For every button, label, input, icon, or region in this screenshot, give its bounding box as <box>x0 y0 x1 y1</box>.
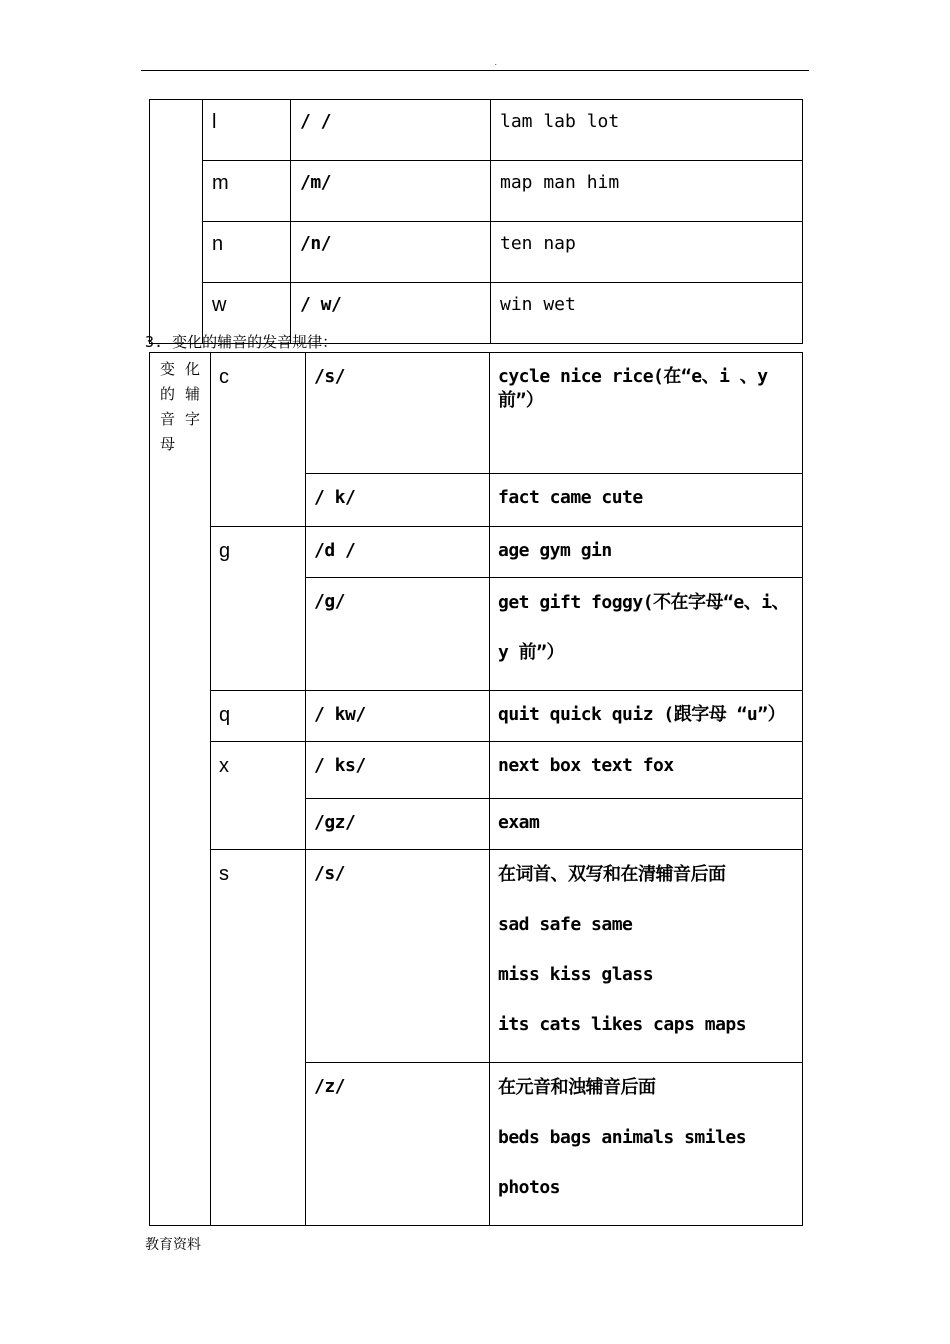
letter-cell-q: q <box>211 691 306 742</box>
letter-cell: m <box>203 161 291 222</box>
examples-cell: map man him <box>491 161 803 222</box>
phonetic-cell: / ks/ <box>306 742 490 799</box>
phonetic-cell: /z/ <box>306 1063 490 1226</box>
section-caption: 3. 变化的辅音的发音规律： <box>145 333 338 351</box>
examples-line: its cats likes caps maps <box>498 1014 747 1035</box>
header-dot: . <box>494 60 498 67</box>
examples-line: 在元音和浊辅音后面 <box>498 1077 656 1098</box>
letter-cell-c: c <box>211 353 306 527</box>
category-cell-empty <box>150 100 203 344</box>
examples-line: miss kiss glass <box>498 964 654 985</box>
letter-cell-g: g <box>211 527 306 691</box>
examples-cell: cycle nice rice(在“e、i 、y 前”） <box>490 353 803 474</box>
phonetic-cell: /n/ <box>291 222 491 283</box>
phonetic-cell: /g/ <box>306 578 490 691</box>
letter-cell: l <box>203 100 291 161</box>
table-row <box>150 850 803 1063</box>
letter-cell-s: s <box>211 850 306 1226</box>
examples-cell <box>490 578 803 691</box>
phonetic-cell: / w/ <box>291 283 491 344</box>
examples-cell <box>490 1063 803 1226</box>
examples-line: get gift foggy(不在字母“e、i、 <box>498 592 790 613</box>
header-rule <box>141 70 809 71</box>
examples-cell: ten nap <box>491 222 803 283</box>
phonetic-cell: /s/ <box>306 850 490 1063</box>
examples-line: sad safe same <box>498 914 633 935</box>
category-cell: 变化的辅音字母 <box>150 353 211 1226</box>
examples-cell: lam lab lot <box>491 100 803 161</box>
examples-cell: exam <box>490 799 803 850</box>
phonetic-cell: / / <box>291 100 491 161</box>
table-row <box>150 691 803 742</box>
table-row <box>150 527 803 578</box>
phonetic-cell: /gz/ <box>306 799 490 850</box>
table-row <box>150 353 803 474</box>
examples-line: beds bags animals smiles <box>498 1127 747 1148</box>
footer-text: 教育资料 <box>145 1237 201 1253</box>
examples-cell: quit quick quiz (跟字母 “u”） <box>490 691 803 742</box>
table-row <box>150 161 803 222</box>
phonetic-cell: /m/ <box>291 161 491 222</box>
table-row <box>150 100 803 161</box>
phonetic-cell: /d / <box>306 527 490 578</box>
examples-cell <box>490 850 803 1063</box>
letter-cell: w <box>203 283 291 344</box>
examples-line: photos <box>498 1177 561 1198</box>
examples-cell: next box text fox <box>490 742 803 799</box>
examples-cell: age gym gin <box>490 527 803 578</box>
letter-cell: n <box>203 222 291 283</box>
consonant-table-continued <box>149 99 803 344</box>
changing-consonants-table <box>149 352 803 1226</box>
examples-cell: fact came cute <box>490 474 803 527</box>
table-row <box>150 222 803 283</box>
table-row <box>150 742 803 799</box>
phonetic-cell: /s/ <box>306 353 490 474</box>
examples-cell: win wet <box>491 283 803 344</box>
examples-line: 在词首、双写和在清辅音后面 <box>498 864 726 885</box>
letter-cell-x: x <box>211 742 306 850</box>
phonetic-cell: / kw/ <box>306 691 490 742</box>
phonetic-cell: / k/ <box>306 474 490 527</box>
examples-line: y 前”） <box>498 642 565 663</box>
